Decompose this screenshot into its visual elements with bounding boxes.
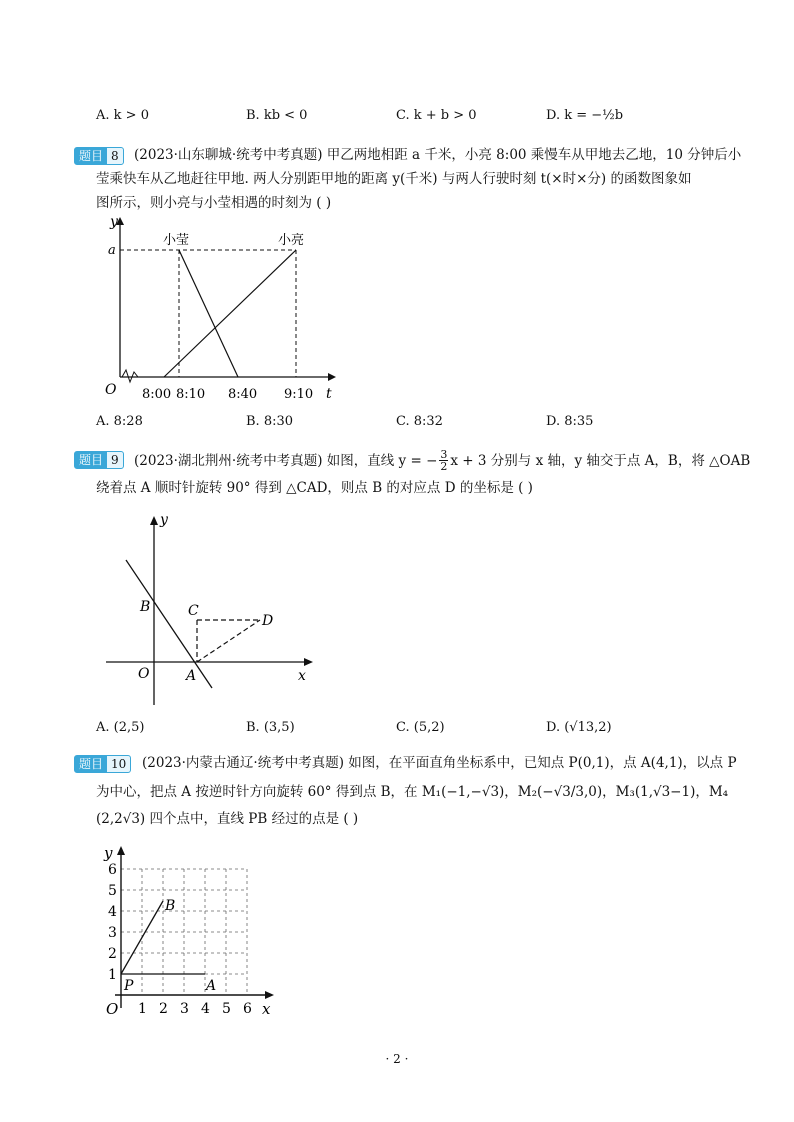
q10-text-line2: 为中心，把点 A 按逆时针方向旋转 60° 得到点 B，在 M₁(−1,−√3)，M₂(−√3/3,0)，M₃(1,√3−1)，M₄ <box>96 784 729 800</box>
q10-graph <box>100 838 280 1018</box>
q8-tick-label: 9:10 <box>284 387 314 402</box>
q9-text-line2: 绕着点 A 顺时针旋转 90° 得到 △CAD，则点 B 的对应点 D 的坐标是 ( ) <box>96 480 533 496</box>
q8-text-line2: 莹乘快车从乙地赶往甲地. 两人分别距甲地的距离 y(千米) 与两人行驶时刻 t(×时×分) 的函数图象如 <box>96 171 692 187</box>
q10-point-b-label: B <box>165 898 176 914</box>
q9-fraction <box>439 449 448 472</box>
q9-y-label: y <box>160 512 168 528</box>
q10-y-tick: 4 <box>108 904 117 920</box>
tag-label: 题目 <box>75 756 107 772</box>
q9-text-part1: (2023·湖北荆州·统考中考真题) 如图，直线 y = − <box>134 452 438 469</box>
q9-point-c-label: C <box>188 603 199 619</box>
q10-point-a-label: A <box>206 978 217 994</box>
q8-text-line1: (2023·山东聊城·统考中考真题) 甲乙两地相距 a 千米，小亮 8:00 乘慢车从甲地去乙地，10 分钟后小 <box>134 147 742 163</box>
q10-x-tick: 5 <box>222 1001 231 1017</box>
q10-x-label: x <box>262 1000 271 1018</box>
q8-text-line3: 图所示，则小亮与小莹相遇的时刻为 ( ) <box>96 195 332 211</box>
q10-text-line1: (2023·内蒙古通辽·统考中考真题) 如图，在平面直角坐标系中，已知点 P(0,1)，点 A(4,1)，以点 P <box>142 755 737 771</box>
q10-origin-label: O <box>106 1000 119 1018</box>
q9-option-d: D. (√13,2) <box>546 720 612 735</box>
q9-x-label: x <box>298 668 306 684</box>
q8-graph <box>100 212 340 407</box>
q9-origin-label: O <box>138 666 150 682</box>
q10-y-tick: 5 <box>108 883 117 899</box>
q8-option-c: C. 8:32 <box>396 414 443 429</box>
q8-tick-label: 8:40 <box>228 387 258 402</box>
q10-x-tick: 1 <box>138 1001 147 1017</box>
q10-y-tick: 6 <box>108 862 117 878</box>
q9-text-line1 <box>134 449 750 472</box>
q8-tick-label: 8:10 <box>176 387 206 402</box>
q8-option-d: D. 8:35 <box>546 414 594 429</box>
q9-tag <box>74 451 124 469</box>
q9-fraction-numerator: 3 <box>440 448 448 461</box>
q10-tag <box>74 755 131 773</box>
q9-point-b-label: B <box>140 599 151 615</box>
q8-liang-label: 小亮 <box>278 233 305 248</box>
q8-origin-label: O <box>105 382 117 398</box>
q8-tag <box>74 147 124 165</box>
q9-text-part2: x + 3 分别与 x 轴，y 轴交于点 A，B，将 △OAB <box>450 452 751 469</box>
q7-option-a: A. k > 0 <box>96 108 149 123</box>
q10-text-line3: (2,2√3) 四个点中，直线 PB 经过的点是 ( ) <box>96 811 359 827</box>
q9-option-c: C. (5,2) <box>396 720 445 735</box>
q8-tick-label: 8:00 <box>142 387 172 402</box>
q9-point-a-label: A <box>186 668 197 684</box>
question-number: 8 <box>111 149 119 163</box>
q9-option-b: B. (3,5) <box>246 720 295 735</box>
q9-graph <box>104 510 319 710</box>
q8-y-label: y <box>110 214 118 230</box>
q10-y-tick: 2 <box>108 946 117 962</box>
q8-option-b: B. 8:30 <box>246 414 294 429</box>
q9-option-a: A. (2,5) <box>96 720 145 735</box>
question-number: 10 <box>111 757 127 771</box>
tag-label: 题目 <box>75 148 107 164</box>
tag-label: 题目 <box>75 452 107 468</box>
q10-x-tick: 4 <box>201 1001 210 1017</box>
q10-y-tick: 1 <box>108 967 117 983</box>
question-number: 9 <box>111 453 119 467</box>
q8-t-label: t <box>326 386 332 402</box>
page-number: · 2 · <box>385 1052 409 1066</box>
q10-x-tick: 2 <box>159 1001 168 1017</box>
q10-y-tick: 3 <box>108 925 117 941</box>
q10-y-label: y <box>104 844 113 862</box>
q9-point-d-label: D <box>262 613 274 629</box>
q10-grid <box>121 869 247 995</box>
q7-option-c: C. k + b > 0 <box>396 108 477 123</box>
q8-a-label: a <box>108 243 116 258</box>
q9-fraction-denominator: 2 <box>440 460 448 473</box>
q8-option-a: A. 8:28 <box>96 414 143 429</box>
q10-point-p-label: P <box>124 978 134 994</box>
q10-x-tick: 3 <box>180 1001 189 1017</box>
q10-x-tick: 6 <box>243 1001 252 1017</box>
q7-option-b: B. kb < 0 <box>246 108 308 123</box>
q7-option-d: D. k = −½b <box>546 108 624 123</box>
q8-ying-label: 小莹 <box>163 233 190 248</box>
